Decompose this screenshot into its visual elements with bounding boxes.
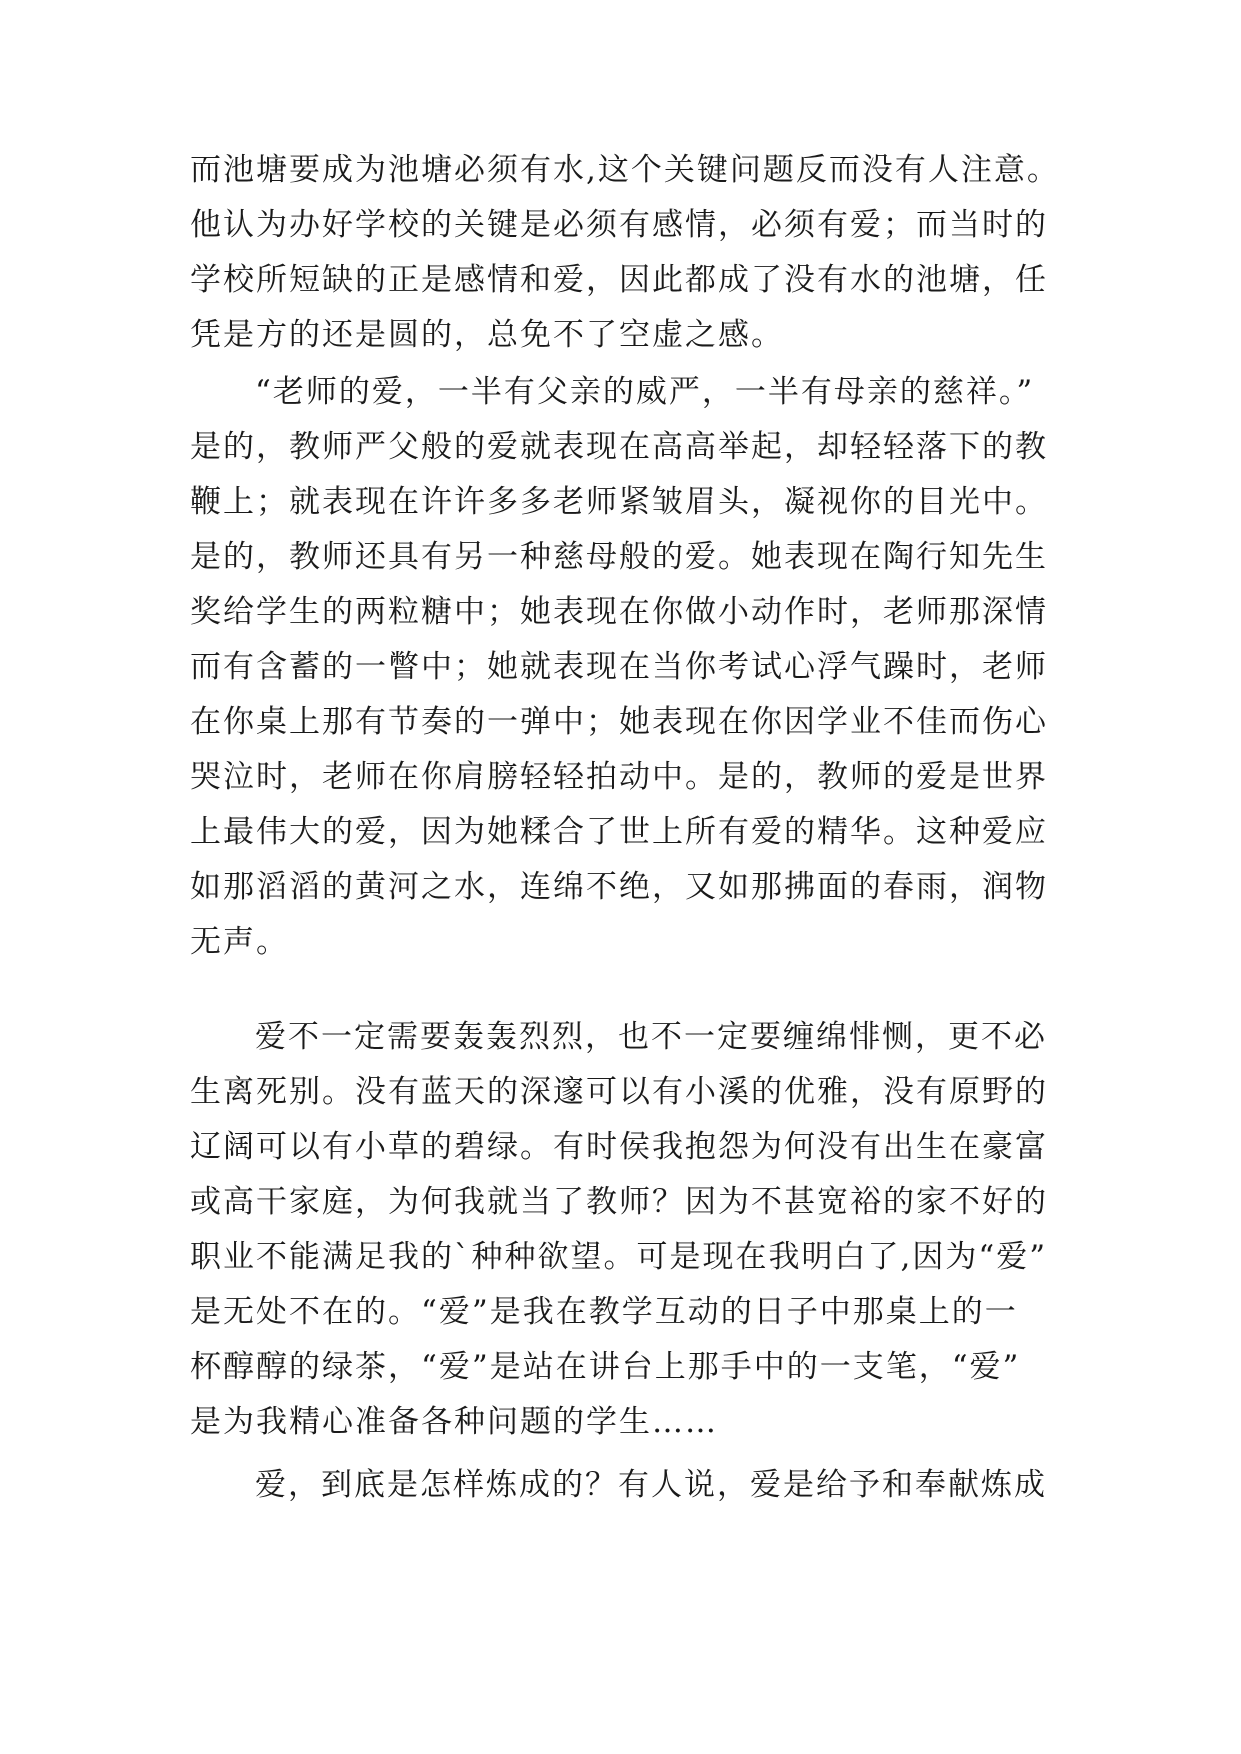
text-line: 哭泣时，老师在你肩膀轻轻拍动中。是的，教师的爱是世界 xyxy=(190,759,1048,795)
text-line: 辽阔可以有小草的碧绿。有时侯我抱怨为何没有出生在豪富 xyxy=(190,1129,1048,1165)
paragraph-start-line: 爱，到底是怎样炼成的？有人说，爱是给予和奉献炼成 xyxy=(255,1467,1047,1503)
paragraph-start-line: “老师的爱，一半有父亲的威严，一半有母亲的慈祥。” xyxy=(255,374,1035,410)
text-line: 或高干家庭，为何我就当了教师？因为不甚宽裕的家不好的 xyxy=(190,1184,1048,1220)
text-line: 而池塘要成为池塘必须有水,这个关键问题反而没有人注意。 xyxy=(190,152,1060,188)
text-line: 生离死别。没有蓝天的深邃可以有小溪的优雅，没有原野的 xyxy=(190,1074,1048,1110)
text-line: 鞭上；就表现在许许多多老师紧皱眉头，凝视你的目光中。 xyxy=(190,484,1048,520)
text-line: 无声。 xyxy=(190,924,289,960)
text-line: 学校所短缺的正是感情和爱，因此都成了没有水的池塘，任 xyxy=(190,262,1048,298)
text-line: 凭是方的还是圆的，总免不了空虚之感。 xyxy=(190,317,784,353)
text-line: 奖给学生的两粒糖中；她表现在你做小动作时，老师那深情 xyxy=(190,594,1048,630)
text-line: 在你桌上那有节奏的一弹中；她表现在你因学业不佳而伤心 xyxy=(190,704,1048,740)
paragraph-start-line: 爱不一定需要轰轰烈烈，也不一定要缠绵悱恻，更不必 xyxy=(255,1019,1047,1055)
text-line: 上最伟大的爱，因为她糅合了世上所有爱的精华。这种爱应 xyxy=(190,814,1048,850)
text-line: 是为我精心准备各种问题的学生…… xyxy=(190,1404,718,1440)
text-line: 是的，教师严父般的爱就表现在高高举起，却轻轻落下的教 xyxy=(190,429,1048,465)
text-line: 是无处不在的。“爱”是我在教学互动的日子中那桌上的一 xyxy=(190,1294,1018,1330)
text-line: 他认为办好学校的关键是必须有感情，必须有爱；而当时的 xyxy=(190,207,1048,243)
text-line: 是的，教师还具有另一种慈母般的爱。她表现在陶行知先生 xyxy=(190,539,1048,575)
text-line: 职业不能满足我的`种种欲望。可是现在我明白了,因为“爱” xyxy=(190,1239,1048,1275)
text-line: 如那滔滔的黄河之水，连绵不绝，又如那拂面的春雨，润物 xyxy=(190,869,1048,905)
text-line: 而有含蓄的一瞥中；她就表现在当你考试心浮气躁时，老师 xyxy=(190,649,1048,685)
text-line: 杯醇醇的绿茶，“爱”是站在讲台上那手中的一支笔，“爱” xyxy=(190,1349,1021,1385)
